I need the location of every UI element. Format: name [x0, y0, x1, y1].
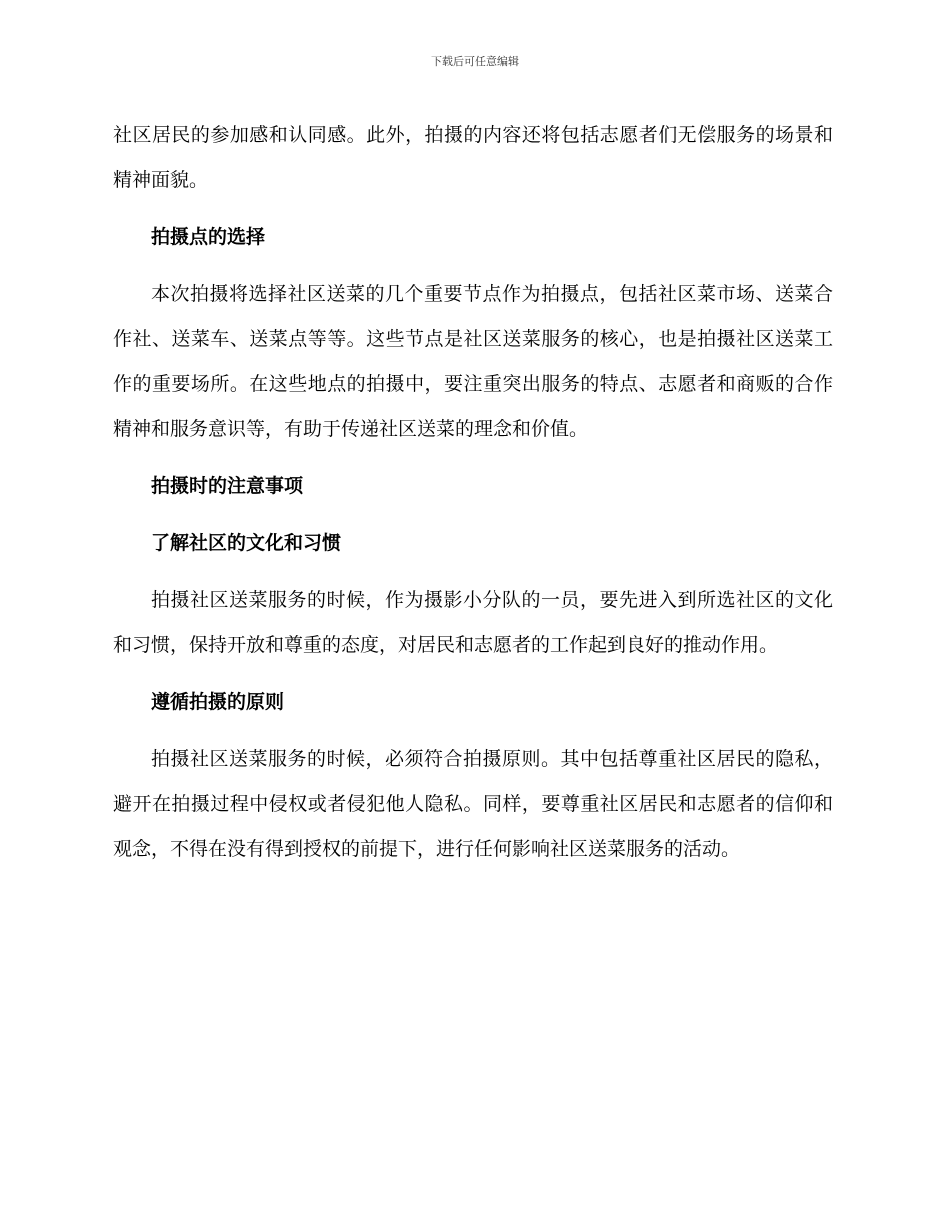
subsection-heading-culture: 了解社区的文化和习惯	[151, 532, 342, 554]
subsection-heading-principles: 遵循拍摄的原则	[151, 691, 285, 713]
section-heading-precautions: 拍摄时的注意事项	[151, 475, 304, 497]
section-heading-shooting-locations: 拍摄点的选择	[151, 226, 266, 248]
header-note: 下载后可任意编辑	[431, 55, 519, 68]
document-body	[113, 113, 833, 884]
paragraph-culture: 拍摄社区送菜服务的时候，作为摄影小分队的一员，要先进入到所选社区的文化和习惯，保持开放和尊重的态度，对居民和志愿者的工作起到良好的推动作用。	[113, 589, 833, 656]
paragraph-shooting-locations: 本次拍摄将选择社区送菜的几个重要节点作为拍摄点，包括社区菜市场、送菜合作社、送菜车、送菜点等等。这些节点是社区送菜服务的核心，也是拍摄社区送菜工作的重要场所。在这些地点的拍摄中，要注重突出服务的特点、志愿者和商贩的合作精神和服务意识等，有助于传递社区送菜的理念和价值。	[113, 283, 833, 440]
paragraph-principles: 拍摄社区送菜服务的时候，必须符合拍摄原则。其中包括尊重社区居民的隐私，避开在拍摄过程中侵权或者侵犯他人隐私。同样，要尊重社区居民和志愿者的信仰和观念，不得在没有得到授权的前提下，进行任何影响社区送菜服务的活动。	[113, 748, 833, 860]
paragraph-continued: 社区居民的参加感和认同感。此外，拍摄的内容还将包括志愿者们无偿服务的场景和精神面貌。	[113, 124, 833, 191]
